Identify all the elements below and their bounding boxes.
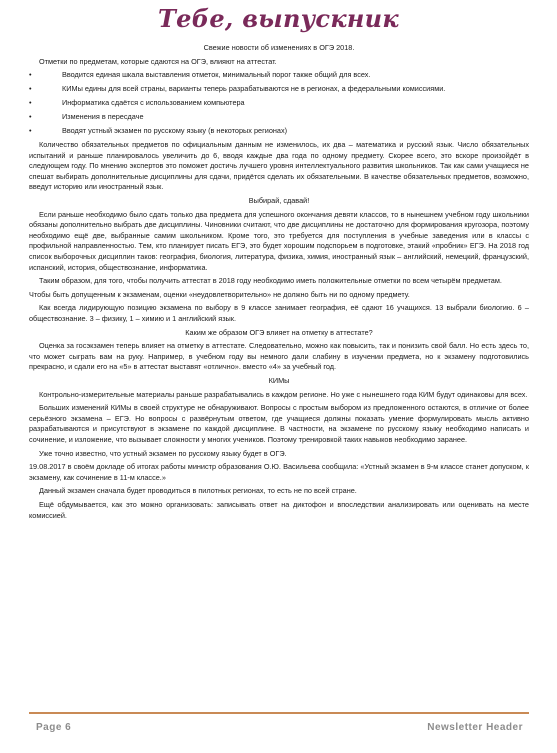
section-heading-influence: Каким же образом ОГЭ влияет на отметку в аттестате? [185,327,373,337]
list-item: • Изменения в пересдаче [29,112,529,123]
section-heading-choose: Выбирай, сдавай! [248,196,310,206]
paragraph-minister: 19.08.2017 в своём докладе об итогах работы министр образования О.Ю. Васильева сообщила: «Устный экзамен в 9-м классе станет допуском, к экзамену, как сочинение в 11-м классе.» [29,462,529,482]
footer-divider [29,712,529,714]
paragraph-oral: Уже точно известно, что устный экзамен по русскому языку будет в ОГЭ. [39,448,287,458]
changes-list [29,70,529,137]
paragraph-subjects: Количество обязательных предметов по официальным данным не изменилось, их два – математика и русский язык. Число обязательных испытаний и раньше планировалось увеличить до 6, вводя каждые два года по одному предмету. Скорее всего, это вскоре произойдёт в следующем году. По мнению экспертов это поможет достичь лучшего уровня интеллектуального развития школьников. Так как сами учащиеся не спешат выбирать дополнительные дисциплины для сдачи, придётся сделать их обязательными. В качестве обязательных предметов, возможно, введут историю или иностранный язык. [29,140,529,192]
paragraph-admission: Чтобы быть допущенным к экзаменам, оценки «неудовлетворительно» не должно быть ни по одному предмету. [29,289,410,299]
list-item: • КИМы едины для всей страны, варианты теперь разрабатываются не в регионах, а федеральными комиссиями. [29,84,529,95]
list-item: • Вводится единая шкала выставления отметок, минимальный порог также общий для всех. [29,70,529,81]
list-item: • Информатика сдаётся с использованием компьютера [29,98,529,109]
page-title: Тебе, выпускник [158,4,399,33]
section-heading-kim: КИМы [268,375,290,385]
paragraph-organization: Ещё обдумывается, как это можно организовать: записывать ответ на диктофон и впоследствии анализировать или оценивать на месте комиссией. [29,499,529,520]
paragraph-stats: Как всегда лидирующую позицию экзамена по выбору в 9 классе занимает география, её сдают 16 учащихся. 13 выбрали биологию. 6 – обществознание. 3 – физику, 1 – химию и 1 английский язык. [29,303,529,324]
paragraph-influence: Оценка за госэкзамен теперь влияет на отметку в аттестате. Следовательно, можно как повысить, так и понизить свой балл. Но есть здесь то, что может сыграть вам на руку. Например, в учебном году вы немного дали слабину в изучении предмета, но к экзамену подготовились прекрасно, и сдали его на «5» в аттестат выставят «отлично». вместо «4» за учебный год. [29,341,529,372]
article-body [29,43,529,524]
paragraph-certificate: Таким образом, для того, чтобы получить аттестат в 2018 году необходимо иметь положительные отметки по всем четырём предметам. [39,276,502,286]
paragraph-choice: Если раньше необходимо было сдать только два предмета для успешного окончания девяти классов, то в нынешнем учебном году школьники обязаны дополнительно выбрать две дисциплины. Чиновники считают, что две дисциплины не достаточно для формирования кругозора, поэтому необходимо ещё две, выбранные самим школьником. Кроме того, это требуется для поступления в учебные заведения или в классы с профильной направленностью. Тем, кто планирует писать ЕГЭ, это будет хорошим подспорьем в подготовке, этакий «пробник» ЕГЭ. На 2018 год список выборочных дисциплин таков: география, биология, литература, физика, химия, иностранный язык – английский, немецкий, французский, испанский, история, обществознание, информатика. [29,209,529,272]
paragraph-kim: Контрольно-измерительные материалы раньше разрабатывались в каждом регионе. Но уже с нынешнего года КИМ будут одинаковы для всех. [39,389,528,399]
paragraph-kim-structure: Больших изменений КИМы в своей структуре не обнаруживают. Вопросы с простым выбором из предложенного остаются, в отличие от более серьёзного экзамена – ЕГЭ. Но вопросы с развёрнутым ответом, где учащиеся должны показать умение формулировать мысль активно разрабатываются и присутствуют в экзамене по каждой дисциплине. В частности, на экзамене по русскому языку необходимо написать и сочинение, и изложение, что вызывает сложности у многих учеников. Поэтому тренировкой таких навыков необходимо заранее. [29,403,529,444]
intro-paragraph: Отметки по предметам, которые сдаются на ОГЭ, влияют на аттестат. [39,56,277,66]
article-subtitle: Свежие новости об изменениях в ОГЭ 2018. [203,43,355,52]
paragraph-pilot: Данный экзамен сначала будет проводиться в пилотных регионах, то есть не по всей стране. [39,486,357,496]
page-number: Page 6 [36,722,72,733]
list-item: • Вводят устный экзамен по русскому языку (в некоторых регионах) [29,126,529,137]
newsletter-header-label: Newsletter Header [427,722,523,733]
